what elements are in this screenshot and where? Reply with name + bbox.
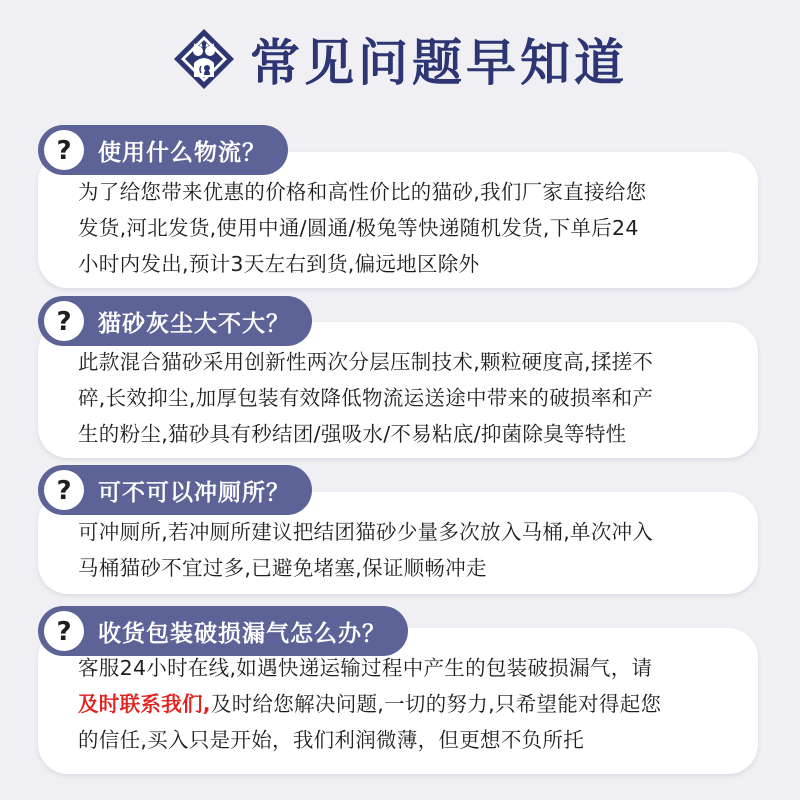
svg-text:?: ?	[56, 617, 72, 647]
page-title: 常见问题早知道	[250, 34, 628, 92]
answer-line: 生的粉尘,猫砂具有秒结团/强吸水/不易粘底/抑菌除臭等特性	[78, 422, 627, 446]
question-text: 猫砂灰尘大不大？	[98, 310, 290, 337]
question-mark-icon	[44, 470, 84, 510]
question-banner	[38, 296, 312, 346]
answer-line: 小时内发出,预计3天左右到货,偏远地区除外	[78, 252, 480, 276]
svg-text:?: ?	[56, 307, 72, 337]
answer-line	[78, 686, 732, 722]
answer-line: 此款混合猫砂采用创新性两次分层压制技术,颗粒硬度高,揉搓不	[78, 350, 654, 374]
svg-text:?: ?	[56, 136, 72, 166]
answer-line: 碎,长效抑尘,加厚包装有效降低物流运送途中带来的破损率和产	[78, 386, 654, 410]
answer-line: 客服24小时在线,如遇快递运输过程中产生的包装破损漏气，请	[78, 656, 653, 680]
answer-line-text: 及时给您解决问题,一切的努力,只希望能对得起您	[210, 692, 662, 716]
cat-family-house-logo-icon	[172, 27, 236, 91]
question-mark-icon	[44, 301, 84, 341]
question-text: 可不可以冲厕所？	[98, 479, 290, 506]
question-banner	[38, 606, 408, 656]
question-banner	[38, 125, 288, 175]
svg-text:?: ?	[56, 476, 72, 506]
question-mark-icon	[44, 611, 84, 651]
answer-line: 为了给您带来优惠的价格和高性价比的猫砂,我们厂家直接给您	[78, 180, 647, 204]
answer-line: 马桶猫砂不宜过多,已避免堵塞,保证顺畅冲走	[78, 556, 487, 580]
answer-line: 可冲厕所,若冲厕所建议把结团猫砂少量多次放入马桶,单次冲入	[78, 520, 654, 544]
question-mark-icon	[44, 130, 84, 170]
contact-us-highlight: 及时联系我们,	[78, 692, 211, 716]
question-text: 收货包装破损漏气怎么办？	[98, 620, 386, 647]
question-banner	[38, 465, 312, 515]
header	[0, 0, 800, 118]
answer-line: 的信任,买入只是开始，我们利润微薄，但更想不负所托	[78, 728, 585, 752]
answer-line: 发货,河北发货,使用中通/圆通/极兔等快递随机发货,下单后24	[78, 216, 639, 240]
question-text: 使用什么物流？	[98, 139, 266, 166]
